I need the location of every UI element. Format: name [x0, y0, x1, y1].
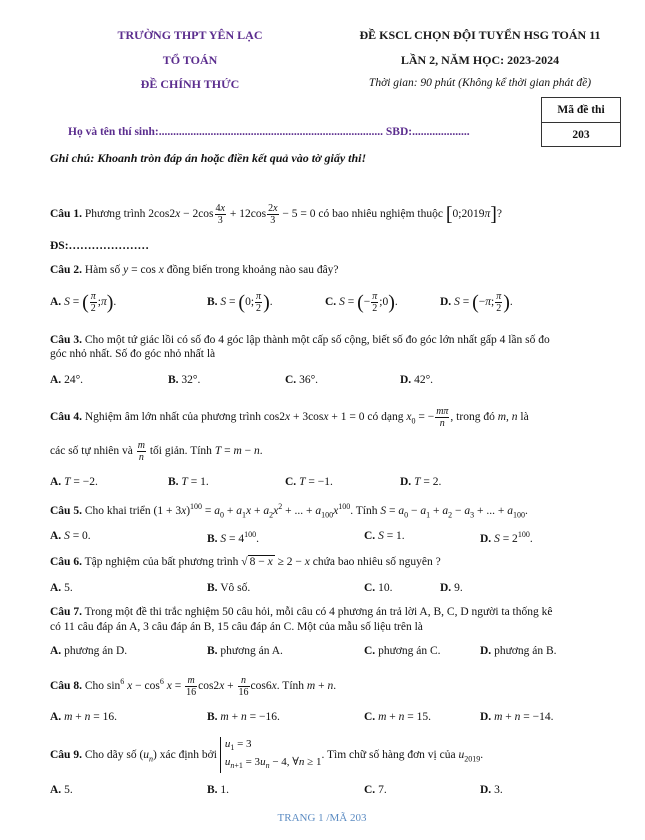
q4-option-d[interactable]: D. T = 2. [400, 476, 442, 488]
question-1: Câu 1. Phương trình 2cos2x − 2cos $\frac{4x}{3}$ + 12cos $\frac{2x}{3}$ − 5 = 0 có bao nhiêu nghiệm thuộc [0;2019π]? [50, 203, 502, 226]
q4-option-a[interactable]: A. T = −2. [50, 476, 98, 488]
q9-option-b[interactable]: B. 1. [207, 784, 230, 796]
student-sbd-field: SBD:.................... [385, 126, 470, 138]
page-footer: TRANG 1 /MÃ 203 [277, 812, 367, 824]
exam-title: ĐỀ KSCL CHỌN ĐỘI TUYỂN HSG TOÁN 11 [359, 28, 601, 42]
department-name: TỔ TOÁN [162, 53, 218, 67]
q3-option-d[interactable]: D. 42°. [400, 374, 434, 386]
question-7: Câu 7. Trong một đề thi trắc nghiệm 50 câu hỏi, mỗi câu có 4 phương án trả lời A, B, C, D người ta thống kê [50, 606, 553, 618]
q9-option-c[interactable]: C. 7. [364, 784, 387, 796]
q3-option-b[interactable]: B. 32°. [168, 374, 201, 386]
recurrence-system: $u_1 = 3$ $u_{n+1} = 3u_n - 4$, ∀n ≥ 1 [220, 737, 322, 773]
question-number: Câu 1. [50, 208, 82, 221]
student-info [68, 126, 470, 138]
q7-option-a[interactable]: A. phương án D. [50, 645, 128, 657]
q5-option-a[interactable]: A. S = 0. [50, 530, 91, 542]
exam-round: LẦN 2, NĂM HỌC: 2023-2024 [400, 53, 560, 67]
equation: 2cos2x − 2cos $\frac{4x}{3}$ + 12cos $\frac{2x}{3}$ − 5 = 0 [148, 203, 316, 226]
exam-code-box [541, 97, 621, 147]
q5-option-b[interactable]: B. $S = 4^{100}$. [207, 530, 260, 545]
q6-option-d[interactable]: D. 9. [440, 582, 463, 594]
interval: [0;2019π]? [445, 203, 502, 226]
q2-option-b[interactable]: B. S = (0; $\frac{\pi}{2}$ ). [207, 291, 273, 314]
exam-time: Thời gian: 90 phút (Không kể thời gian phát đề) [368, 77, 592, 89]
answer-blank: ĐS:………………… [50, 240, 150, 252]
q2-option-c[interactable]: C. S = (− $\frac{\pi}{2}$ ;0). [325, 291, 398, 314]
question-6: Câu 6. Tập nghiệm của bất phương trình √ 8 − x ≥ 2 − x chứa bao nhiêu số nguyên ? [50, 556, 441, 568]
question-3: Câu 3. Cho một tứ giác lồi có số đo 4 góc lập thành một cấp số cộng, biết số đo góc lớn nhất gấp 4 lần số đo [50, 334, 550, 346]
question-4: Câu 4. Nghiệm âm lớn nhất của phương trình cos2x + 3cosx + 1 = 0 có dạng $x_0$ = − $\frac{m\pi}{n}$ , trong đó m, n là [50, 406, 529, 429]
q9-option-d[interactable]: D. 3. [480, 784, 503, 796]
q8-option-d[interactable]: D. m + n = −14. [480, 711, 554, 723]
question-8: Câu 8. Cho $\sin^6 x - \cos^6 x$ = $\frac{m}{16}$ cos2x + $\frac{n}{16}$ cos6x. Tính m + n. [50, 675, 337, 698]
q2-option-a[interactable]: A. S = ( $\frac{\pi}{2}$ ;π). [50, 291, 117, 314]
q4-option-c[interactable]: C. T = −1. [285, 476, 333, 488]
official-label: ĐỀ CHÍNH THỨC [140, 77, 240, 91]
question-9: Câu 9. Cho dãy số $(u_n)$ xác định bởi $u_1 = 3$ $u_{n+1} = 3u_n - 4$, ∀n ≥ 1 . Tìm chữ số hàng đơn vị của $u_{2019}$. [50, 737, 483, 773]
q5-option-c[interactable]: C. S = 1. [364, 530, 405, 542]
question-2: Câu 2. Hàm số y = cos x đồng biến trong khoảng nào sau đây? [50, 264, 339, 276]
q5-option-d[interactable]: D. $S = 2^{100}$. [480, 530, 533, 545]
exam-note: Ghi chú: Khoanh tròn đáp án hoặc điền kết quả vào tờ giấy thi! [50, 151, 367, 165]
exam-code: 203 [542, 122, 620, 147]
exam-code-label: Mã đề thi [557, 104, 605, 116]
q8-option-c[interactable]: C. m + n = 15. [364, 711, 431, 723]
q7-option-b[interactable]: B. phương án A. [207, 645, 283, 657]
q6-option-c[interactable]: C. 10. [364, 582, 393, 594]
q8-option-a[interactable]: A. m + n = 16. [50, 711, 117, 723]
q6-option-b[interactable]: B. Vô số. [207, 582, 251, 594]
q8-option-b[interactable]: B. m + n = −16. [207, 711, 280, 723]
q3-option-a[interactable]: A. 24°. [50, 374, 84, 386]
student-name-field: Họ và tên thí sinh:.............................................................................. [68, 126, 383, 138]
question-5: Câu 5. Cho khai triển $(1 + 3x)^{100} = a_0 + a_1x + a_2x^2$ + ... + $a_{100}x^{100}$. Tính $S = a_0 - a_1 + a_2 - a_3$ + ... + $a_{100}$. [50, 502, 528, 520]
q9-option-a[interactable]: A. 5. [50, 784, 73, 796]
q4-option-b[interactable]: B. T = 1. [168, 476, 209, 488]
q7-option-c[interactable]: C. phương án C. [364, 645, 441, 657]
q2-option-d[interactable]: D. S = (−π; $\frac{\pi}{2}$ ). [440, 291, 513, 314]
q7-option-d[interactable]: D. phương án B. [480, 645, 557, 657]
school-name: TRƯỜNG THPT YÊN LẠC [117, 28, 263, 42]
q6-option-a[interactable]: A. 5. [50, 582, 73, 594]
q3-option-c[interactable]: C. 36°. [285, 374, 319, 386]
